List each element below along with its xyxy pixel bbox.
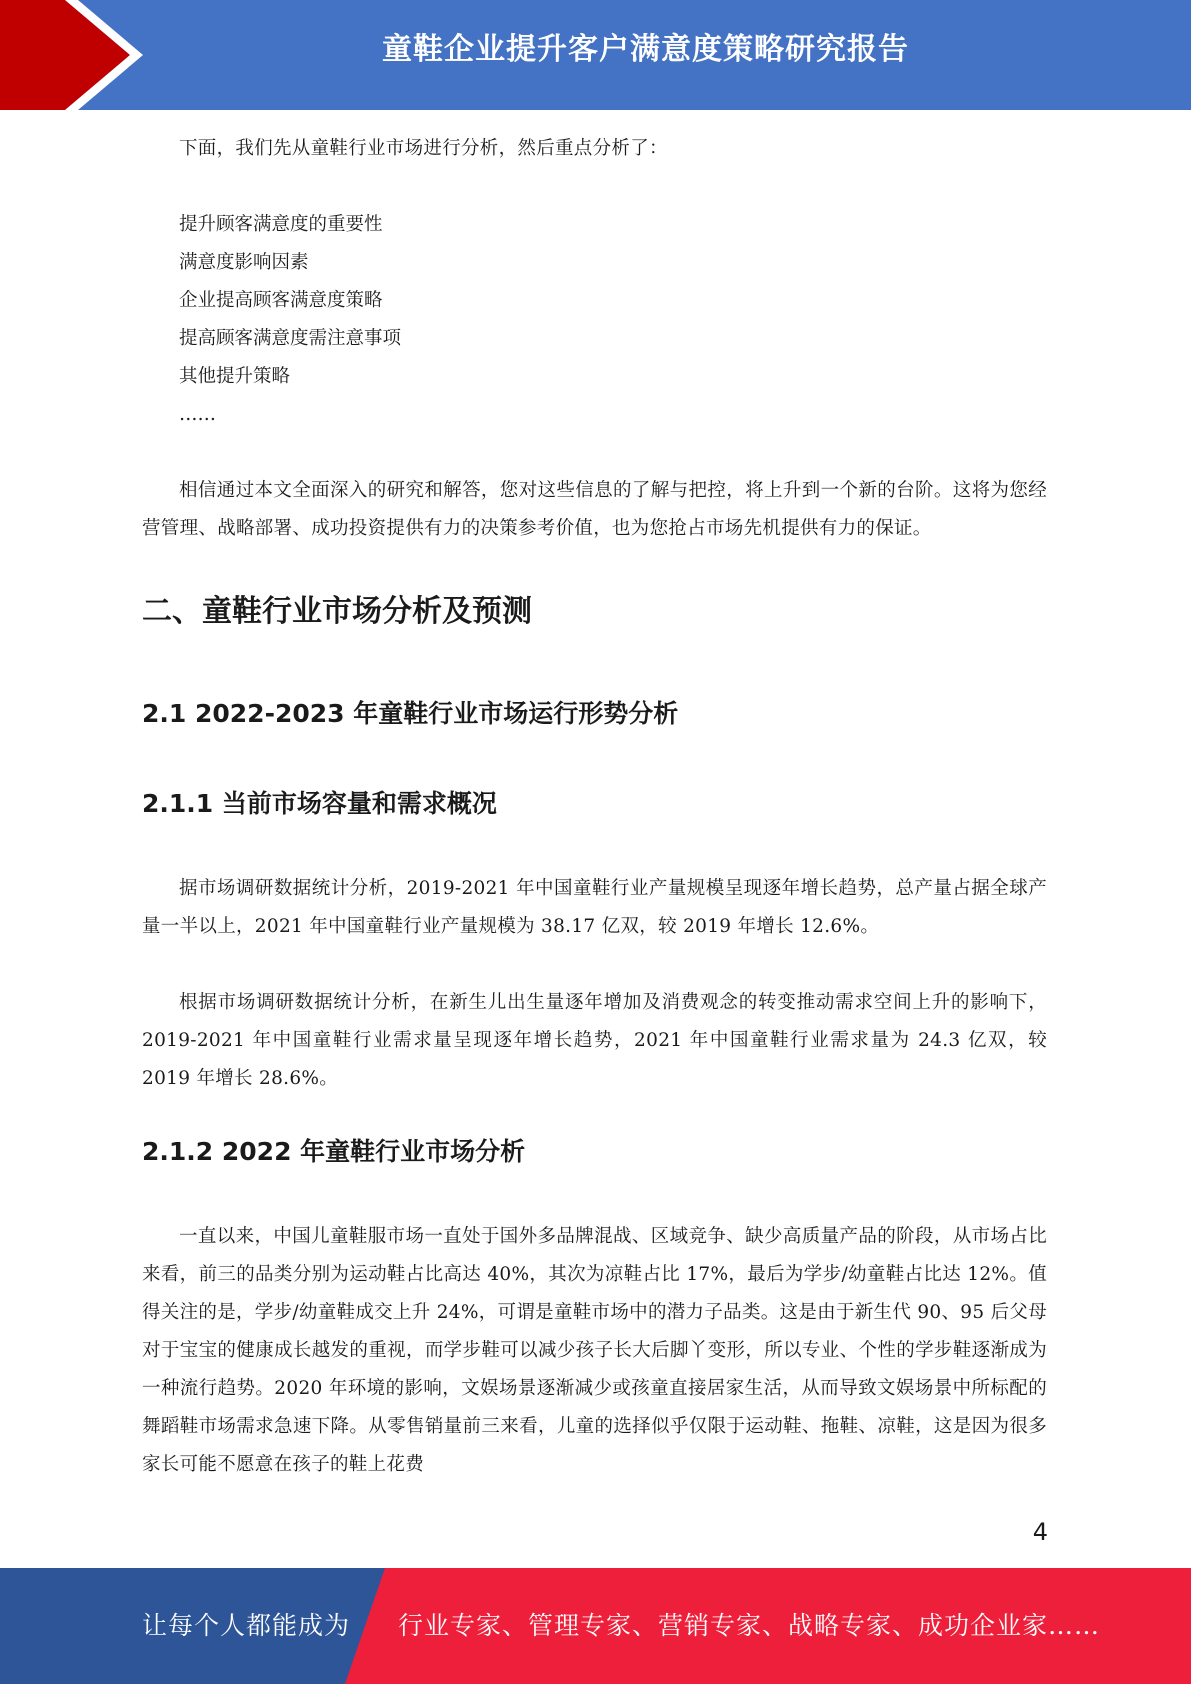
page-content [142, 130, 1047, 1484]
body-paragraph: 一直以来，中国儿童鞋服市场一直处于国外多品牌混战、区域竞争、缺少高质量产品的阶段，从市场占比来看，前三的品类分别为运动鞋占比高达 40%，其次为凉鞋占比 17%，最后为学步/幼童鞋占比达 12%。值得关注的是，学步/幼童鞋成交上升 24%，可谓是童鞋市场中的潜力子品类。这是由于新生代 90、95 后父母对于宝宝的健康成长越发的重视，而学步鞋可以减少孩子长大后脚丫变形，所以专业、个性的学步鞋逐渐成为一种流行趋势。2020 年环境的影响，文娱场景逐渐减少或孩童直接居家生活，从而导致文娱场景中所标配的舞蹈鞋市场需求急速下降。从零售销量前三来看，儿童的选择似乎仅限于运动鞋、拖鞋、凉鞋，这是因为很多家长可能不愿意在孩子的鞋上花费 [142, 1226, 1047, 1475]
list-item: 提升顾客满意度的重要性 [179, 214, 383, 235]
section-heading: 二、童鞋行业市场分析及预测 [142, 594, 532, 629]
intro-lead: 下面，我们先从童鞋行业市场进行分析，然后重点分析了： [179, 138, 668, 159]
intro-closing: 相信通过本文全面深入的研究和解答，您对这些信息的了解与把控，将上升到一个新的台阶。这将为您经营管理、战略部署、成功投资提供有力的决策参考价值，也为您抢占市场先机提供有力的保证。 [142, 480, 1047, 539]
subsection-heading: 2.1 2022-2023 年童鞋行业市场运行形势分析 [142, 699, 679, 728]
footer-slogan-right: 行业专家、管理专家、营销专家、战略专家、成功企业家…… [398, 1611, 1101, 1640]
list-item: 满意度影响因素 [179, 252, 309, 273]
body-paragraph: 据市场调研数据统计分析，2019-2021 年中国童鞋行业产量规模呈现逐年增长趋势，总产量占据全球产量一半以上，2021 年中国童鞋行业产量规模为 38.17 亿双，较 2019 年增长 12.6%。 [142, 878, 1047, 937]
list-item: …… [179, 404, 216, 425]
footer-banner [0, 1568, 1191, 1684]
footer-slogan-left: 让每个人都能成为 [142, 1611, 351, 1640]
list-item: 企业提高顾客满意度策略 [179, 290, 383, 311]
list-item: 其他提升策略 [179, 366, 291, 387]
page-number: 4 [1032, 1518, 1048, 1546]
body-paragraph: 根据市场调研数据统计分析，在新生儿出生量逐年增加及消费观念的转变推动需求空间上升的影响下，2019-2021 年中国童鞋行业需求量呈现逐年增长趋势，2021 年中国童鞋行业需求量为 24.3 亿双，较 2019 年增长 28.6%。 [142, 992, 1047, 1089]
list-item: 提高顾客满意度需注意事项 [179, 328, 402, 349]
subsubsection-heading: 2.1.2 2022 年童鞋行业市场分析 [142, 1137, 526, 1166]
report-title: 童鞋企业提升客户满意度策略研究报告 [382, 32, 909, 67]
intro-topic-list [142, 206, 1047, 434]
header-banner [0, 0, 1191, 110]
subsubsection-heading: 2.1.1 当前市场容量和需求概况 [142, 789, 497, 818]
